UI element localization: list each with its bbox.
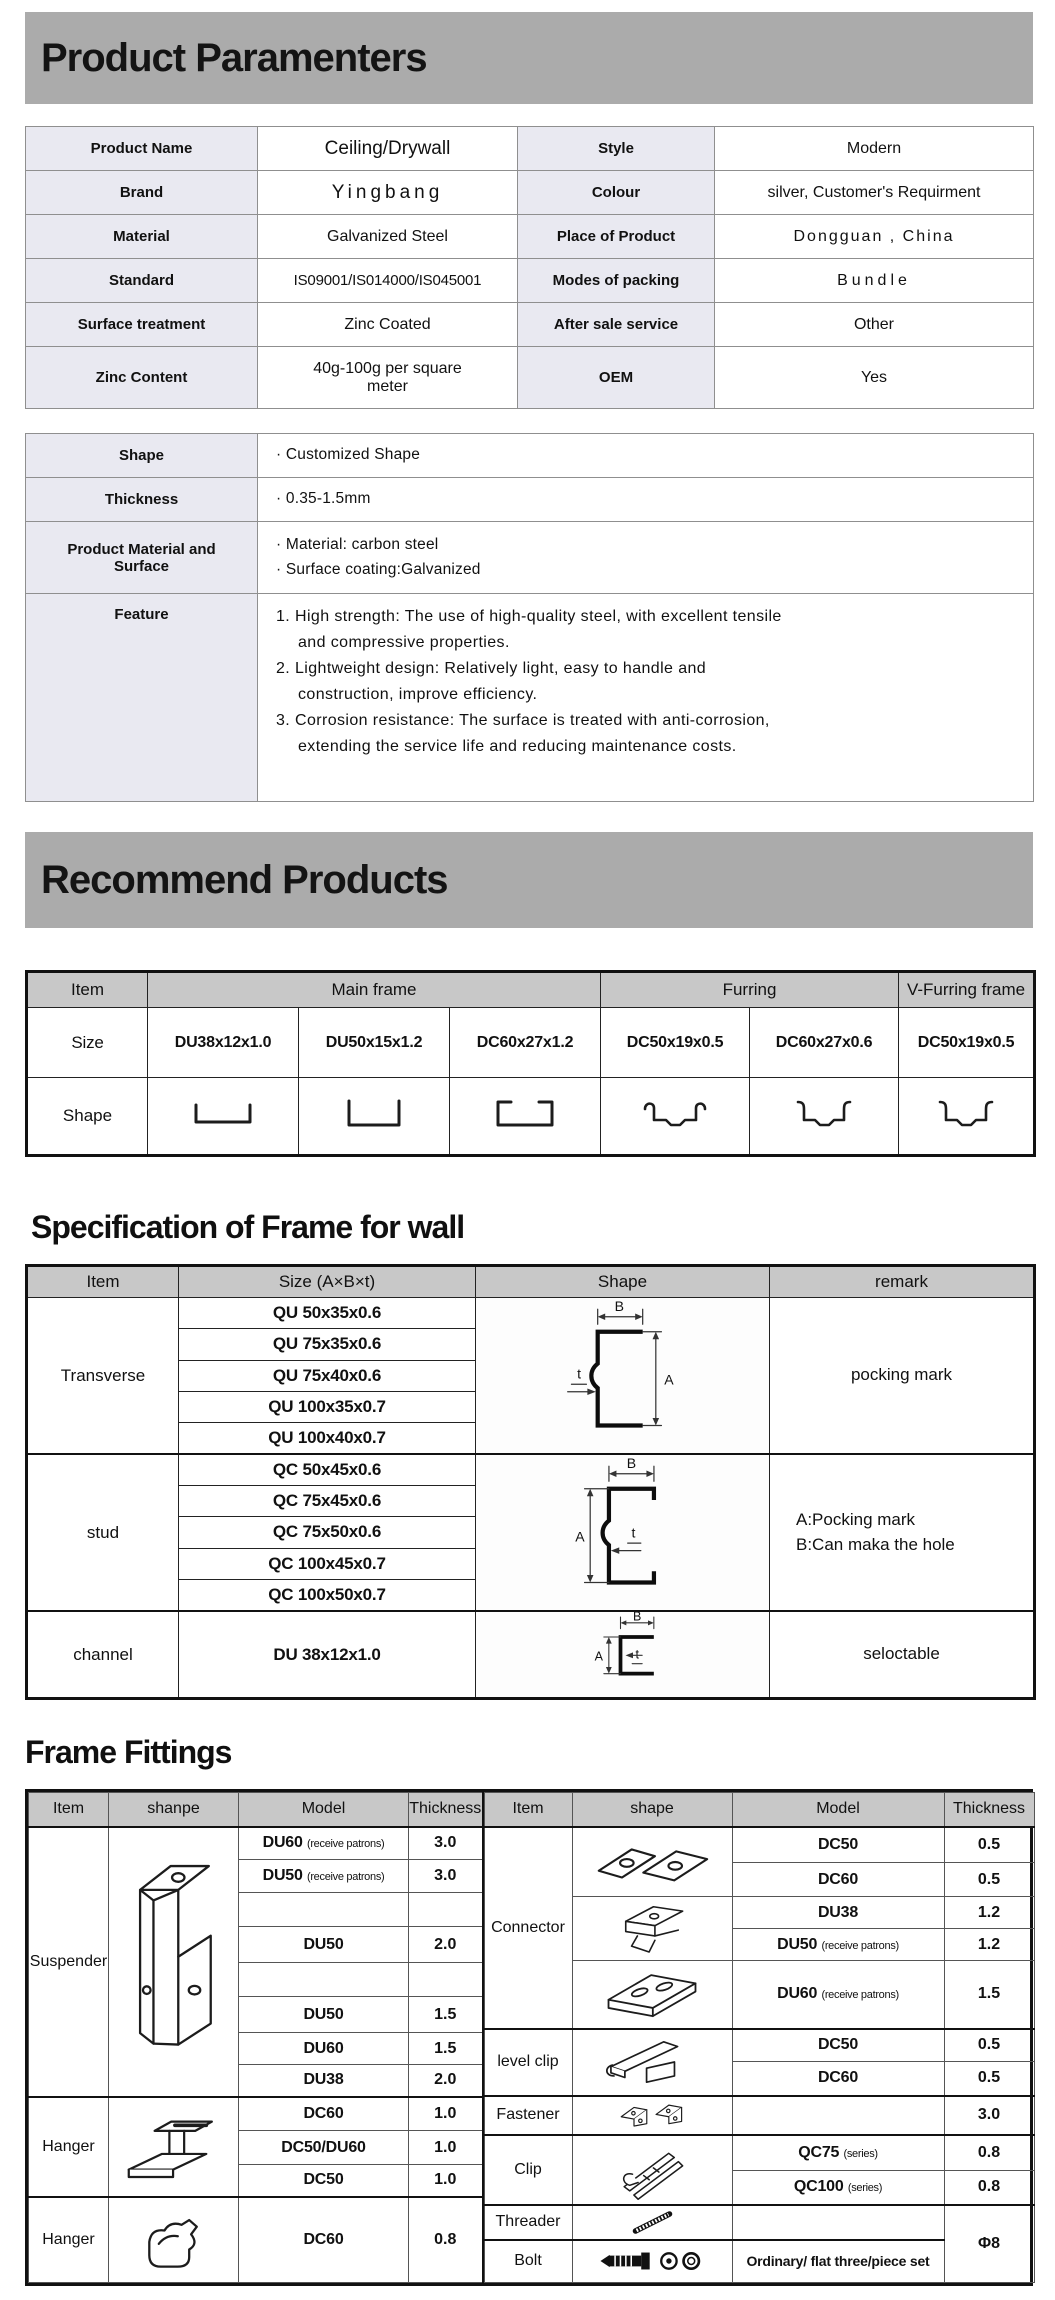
param-label: Zinc Content	[26, 347, 258, 409]
wall-frame-spec-table	[25, 1264, 1036, 1700]
table-row	[484, 2029, 1034, 2062]
model-text: QC75	[798, 2143, 840, 2161]
thickness-cell: 0.5	[944, 1827, 1034, 1863]
model-text: DU60	[777, 1985, 818, 2003]
param-label: Surface treatment	[26, 303, 258, 347]
svg-text:A: A	[594, 1649, 603, 1664]
svg-text:B: B	[632, 1612, 641, 1624]
model-cell: DC50/DU60	[239, 2131, 409, 2165]
table-row	[26, 215, 1034, 259]
column-header: Furring	[601, 972, 899, 1008]
table-row	[26, 434, 1034, 478]
shape-cell	[750, 1078, 899, 1156]
model-cell: DC60	[239, 2097, 409, 2131]
thickness-cell: 1.0	[409, 2097, 483, 2131]
size-cell: QC 50x45x0.6	[179, 1454, 476, 1485]
remark-text: A:Pocking mark	[796, 1509, 916, 1529]
detail-value	[258, 434, 1034, 478]
section-title: Product Paramenters	[41, 35, 427, 80]
level-clip-icon	[589, 2031, 715, 2093]
table-row	[484, 2135, 1034, 2171]
shape-cell	[572, 2240, 732, 2283]
column-header: Thickness	[944, 1793, 1034, 1827]
feature-line: extending the service life and reducing maintenance costs.	[298, 737, 737, 755]
thickness-cell: Φ8	[944, 2205, 1034, 2283]
thickness-cell: 0.8	[409, 2197, 483, 2283]
column-header: shanpe	[109, 1793, 239, 1827]
u-channel-icon	[334, 1092, 414, 1136]
param-value: Zinc Coated	[258, 303, 518, 347]
product-parameters-table	[25, 126, 1034, 409]
param-value: Yes	[715, 347, 1034, 409]
thickness-cell: 1.5	[944, 1961, 1034, 2029]
table-row	[27, 1611, 1035, 1699]
model-cell: DU38	[732, 1897, 944, 1929]
detail-line: · Material: carbon steel	[276, 536, 439, 554]
detail-label: Shape	[26, 434, 258, 478]
svg-text:B: B	[614, 1298, 624, 1315]
size-cell: QU 75x40x0.6	[179, 1360, 476, 1391]
size-cell: QU 50x35x0.6	[179, 1298, 476, 1329]
size-cell: QC 75x50x0.6	[179, 1517, 476, 1548]
model-cell	[239, 1893, 409, 1927]
thickness-cell: 3.0	[409, 1827, 483, 1860]
model-note: (receive patrons)	[821, 1989, 899, 2002]
remark-text: seloctable	[863, 1644, 940, 1664]
model-note: (receive patrons)	[821, 1939, 899, 1952]
rail-clip-icon	[593, 2138, 711, 2202]
remark-cell	[770, 1611, 1035, 1699]
hat-channel-lipped-icon	[926, 1092, 1006, 1136]
column-header: remark	[770, 1266, 1035, 1298]
param-value: silver, Customer's Requirment	[715, 171, 1034, 215]
shape-cell	[572, 2135, 732, 2205]
size-row	[27, 1008, 1035, 1078]
column-header: Item	[484, 1793, 572, 1827]
u-channel-icon	[183, 1092, 263, 1136]
table-row	[26, 127, 1034, 171]
row-label: Size	[27, 1008, 148, 1078]
shape-cell	[572, 2096, 732, 2135]
model-cell	[732, 2096, 944, 2135]
size-cell: QU 100x35x0.7	[179, 1391, 476, 1422]
size-cell: DU50x15x1.2	[299, 1008, 450, 1078]
size-cell: DC50x19x0.5	[899, 1008, 1035, 1078]
table-row	[484, 1827, 1034, 1863]
feature-line: construction, improve efficiency.	[298, 685, 538, 703]
fittings-table-right	[484, 1792, 1035, 2283]
thickness-cell: 2.0	[409, 1927, 483, 1963]
thickness-cell: 3.0	[409, 1860, 483, 1893]
item-cell: Bolt	[484, 2240, 572, 2283]
thickness-cell: 1.0	[409, 2131, 483, 2165]
thickness-cell: 0.5	[944, 1863, 1034, 1897]
model-cell	[239, 1827, 409, 1860]
feature-line: 1. High strength: The use of high-quality steel, with excellent tensile	[276, 608, 782, 625]
model-cell: Ordinary/ flat three/piece set	[732, 2240, 944, 2283]
frame-fittings-table	[25, 1789, 1033, 2286]
thickness-cell: 1.5	[409, 2033, 483, 2065]
table-header-row	[27, 972, 1035, 1008]
shape-cell	[572, 2029, 732, 2096]
model-text: DU50	[262, 1867, 303, 1884]
thickness-cell: 1.5	[409, 1997, 483, 2033]
section-bar-recommend-products	[25, 832, 1033, 928]
shape-cell	[109, 2197, 239, 2283]
param-value: Ceiling/Drywall	[258, 127, 518, 171]
model-note: (series)	[847, 2182, 883, 2195]
shape-cell	[476, 1611, 770, 1699]
model-cell: DC60	[239, 2197, 409, 2283]
table-header-row	[27, 1266, 1035, 1298]
size-cell: QU 75x35x0.6	[179, 1329, 476, 1360]
thickness-cell: 3.0	[944, 2096, 1034, 2135]
item-cell: Suspender	[29, 1827, 109, 2097]
model-cell: DC60	[732, 2062, 944, 2096]
column-header: Model	[239, 1793, 409, 1827]
feature-line: and compressive properties.	[298, 633, 510, 651]
shape-cell	[601, 1078, 750, 1156]
column-header: Thickness	[409, 1793, 483, 1827]
param-label: Product Name	[26, 127, 258, 171]
model-cell: DC50	[239, 2165, 409, 2197]
column-header: V-Furring frame	[899, 972, 1035, 1008]
model-cell	[732, 2205, 944, 2240]
model-cell	[732, 2171, 944, 2205]
param-value: Bundle	[715, 259, 1034, 303]
shape-cell	[109, 1827, 239, 2097]
model-cell	[732, 1929, 944, 1961]
connector-slotted-plate-icon	[587, 1962, 717, 2026]
size-cell: DU38x12x1.0	[148, 1008, 299, 1078]
table-row	[26, 259, 1034, 303]
size-cell: DC50x19x0.5	[601, 1008, 750, 1078]
thickness-cell	[409, 1893, 483, 1927]
svg-text:A: A	[574, 1528, 585, 1545]
bolt-set-icon	[582, 2241, 722, 2281]
table-row	[484, 2096, 1034, 2135]
param-label: Standard	[26, 259, 258, 303]
size-cell: DC60x27x1.2	[450, 1008, 601, 1078]
model-note: (receive patrons)	[306, 1838, 385, 1851]
item-cell: level clip	[484, 2029, 572, 2096]
shape-cell	[572, 2205, 732, 2240]
remark-text: pocking mark	[850, 1365, 953, 1385]
table-row	[27, 1298, 1035, 1329]
size-cell: QC 100x50x0.7	[179, 1580, 476, 1611]
param-value	[258, 347, 518, 409]
param-value: IS09001/IS014000/IS045001	[258, 259, 518, 303]
table-row	[26, 303, 1034, 347]
param-value: Yingbang	[258, 171, 518, 215]
svg-text:t: t	[630, 1524, 635, 1541]
thickness-cell: 0.8	[944, 2135, 1034, 2171]
thickness-cell: 0.8	[944, 2171, 1034, 2205]
model-cell: DC50	[732, 2029, 944, 2062]
shape-cell	[476, 1298, 770, 1455]
column-header: Item	[29, 1793, 109, 1827]
table-header-row	[29, 1793, 483, 1827]
table-row	[484, 2205, 1034, 2240]
svg-text:A: A	[663, 1371, 674, 1388]
model-note: (series)	[843, 2147, 878, 2160]
model-cell	[239, 1860, 409, 1893]
svg-text:B: B	[626, 1455, 636, 1472]
stud-profile-diagram	[548, 1455, 698, 1605]
param-value: Modern	[715, 127, 1034, 171]
detail-label: Product Material and Surface	[26, 522, 258, 594]
feature-list	[258, 594, 1034, 802]
item-cell: Hanger	[29, 2097, 109, 2197]
detail-label: Feature	[26, 594, 258, 802]
thickness-cell: 1.2	[944, 1929, 1034, 1961]
table-row	[26, 522, 1034, 594]
item-cell: Hanger	[29, 2197, 109, 2283]
detail-label: Thickness	[26, 478, 258, 522]
table-row	[27, 1454, 1035, 1485]
thickness-cell	[409, 1963, 483, 1997]
model-cell: DU50	[239, 1997, 409, 2033]
channel-profile-diagram	[548, 1612, 698, 1692]
table-row	[29, 1827, 483, 1860]
param-value: Other	[715, 303, 1034, 347]
shape-cell	[476, 1454, 770, 1611]
table-row	[26, 171, 1034, 215]
model-cell	[732, 2135, 944, 2171]
hat-channel-icon	[635, 1092, 715, 1136]
fittings-table-left	[28, 1792, 484, 2283]
hanger-clip-icon	[124, 2202, 224, 2278]
detail-value	[258, 478, 1034, 522]
param-label: Modes of packing	[518, 259, 715, 303]
section-title: Recommend Products	[41, 857, 448, 902]
shape-row	[27, 1078, 1035, 1156]
item-cell: Threader	[484, 2205, 572, 2240]
threaded-rod-icon	[597, 2206, 707, 2238]
column-header: Item	[27, 1266, 179, 1298]
svg-text:t: t	[576, 1365, 581, 1382]
product-details-table	[25, 433, 1034, 802]
column-header: Model	[732, 1793, 944, 1827]
shape-cell	[572, 1961, 732, 2029]
size-cell: QU 100x40x0.7	[179, 1423, 476, 1454]
param-label: Brand	[26, 171, 258, 215]
feature-line: 3. Corrosion resistance: The surface is treated with anti-corrosion,	[276, 711, 770, 729]
column-header: shape	[572, 1793, 732, 1827]
model-cell: DU38	[239, 2065, 409, 2097]
column-header: Item	[27, 972, 148, 1008]
table-row	[26, 347, 1034, 409]
thickness-cell: 1.2	[944, 1897, 1034, 1929]
remark-cell	[770, 1298, 1035, 1455]
model-cell: DC50	[732, 1827, 944, 1863]
shape-cell	[109, 2097, 239, 2197]
param-label: Place of Product	[518, 215, 715, 259]
size-cell: DC60x27x0.6	[750, 1008, 899, 1078]
shape-cell	[899, 1078, 1035, 1156]
row-label: Shape	[27, 1078, 148, 1156]
size-cell: QC 75x45x0.6	[179, 1485, 476, 1516]
detail-line: · Customized Shape	[276, 446, 421, 464]
table-row	[29, 2197, 483, 2283]
shape-cell	[572, 1827, 732, 1897]
recommend-products-table	[25, 970, 1036, 1157]
thickness-cell: 0.5	[944, 2029, 1034, 2062]
thickness-cell: 0.5	[944, 2062, 1034, 2096]
detail-line: · 0.35-1.5mm	[276, 490, 371, 508]
shape-cell	[148, 1078, 299, 1156]
shape-cell	[299, 1078, 450, 1156]
feature-line: 2. Lightweight design: Relatively light, easy to handle and	[276, 659, 707, 677]
column-header: Shape	[476, 1266, 770, 1298]
model-text: QC100	[793, 2178, 844, 2196]
model-cell: DU50	[239, 1927, 409, 1963]
size-cell: DU 38x12x1.0	[179, 1611, 476, 1699]
connector-plates-icon	[587, 1832, 717, 1892]
model-cell: DC60	[732, 1863, 944, 1897]
hat-channel-lipped-icon	[784, 1092, 864, 1136]
model-cell	[732, 1961, 944, 2029]
model-text: DU60	[262, 1834, 303, 1852]
table-row	[29, 2097, 483, 2131]
table-row	[26, 594, 1034, 802]
param-value-text: 40g-100g per square meter	[313, 359, 462, 395]
param-label: Colour	[518, 171, 715, 215]
shape-cell	[572, 1897, 732, 1961]
model-cell	[239, 1963, 409, 1997]
item-cell: channel	[27, 1611, 179, 1699]
suspender-bracket-icon	[121, 1844, 226, 2079]
table-header-row	[484, 1793, 1034, 1827]
fastener-angles-icon	[589, 2097, 715, 2133]
section-heading-wall-frame-spec: Specification of Frame for wall	[31, 1209, 465, 1245]
shape-cell	[450, 1078, 601, 1156]
table-row	[26, 478, 1034, 522]
section-heading-frame-fittings: Frame Fittings	[25, 1734, 232, 1770]
model-cell: DU60	[239, 2033, 409, 2065]
hanger-t-bracket-icon	[114, 2102, 234, 2192]
model-note: (receive patrons)	[306, 1871, 385, 1883]
c-channel-icon	[485, 1092, 565, 1136]
param-label: After sale service	[518, 303, 715, 347]
transverse-profile-diagram	[548, 1298, 698, 1448]
svg-text:t: t	[635, 1647, 639, 1662]
detail-line: · Surface coating:Galvanized	[276, 560, 481, 578]
section-bar-product-parameters	[25, 12, 1033, 104]
item-cell: Fastener	[484, 2096, 572, 2135]
item-cell: Transverse	[27, 1298, 179, 1455]
remark-text: B:Can maka the hole	[796, 1534, 955, 1554]
detail-value	[258, 522, 1034, 594]
param-label: Material	[26, 215, 258, 259]
remark-cell	[770, 1454, 1035, 1611]
model-text: DU50	[777, 1935, 818, 1953]
thickness-cell: 2.0	[409, 2065, 483, 2097]
connector-clamp-icon	[593, 1898, 711, 1960]
item-cell: Connector	[484, 1827, 572, 2029]
param-label: Style	[518, 127, 715, 171]
param-value: Dongguan , China	[715, 215, 1034, 259]
column-header: Size (A×B×t)	[179, 1266, 476, 1298]
item-cell: stud	[27, 1454, 179, 1611]
item-cell: Clip	[484, 2135, 572, 2205]
size-cell: QC 100x45x0.7	[179, 1548, 476, 1579]
thickness-cell: 1.0	[409, 2165, 483, 2197]
column-header: Main frame	[148, 972, 601, 1008]
param-label: OEM	[518, 347, 715, 409]
param-value: Galvanized Steel	[258, 215, 518, 259]
